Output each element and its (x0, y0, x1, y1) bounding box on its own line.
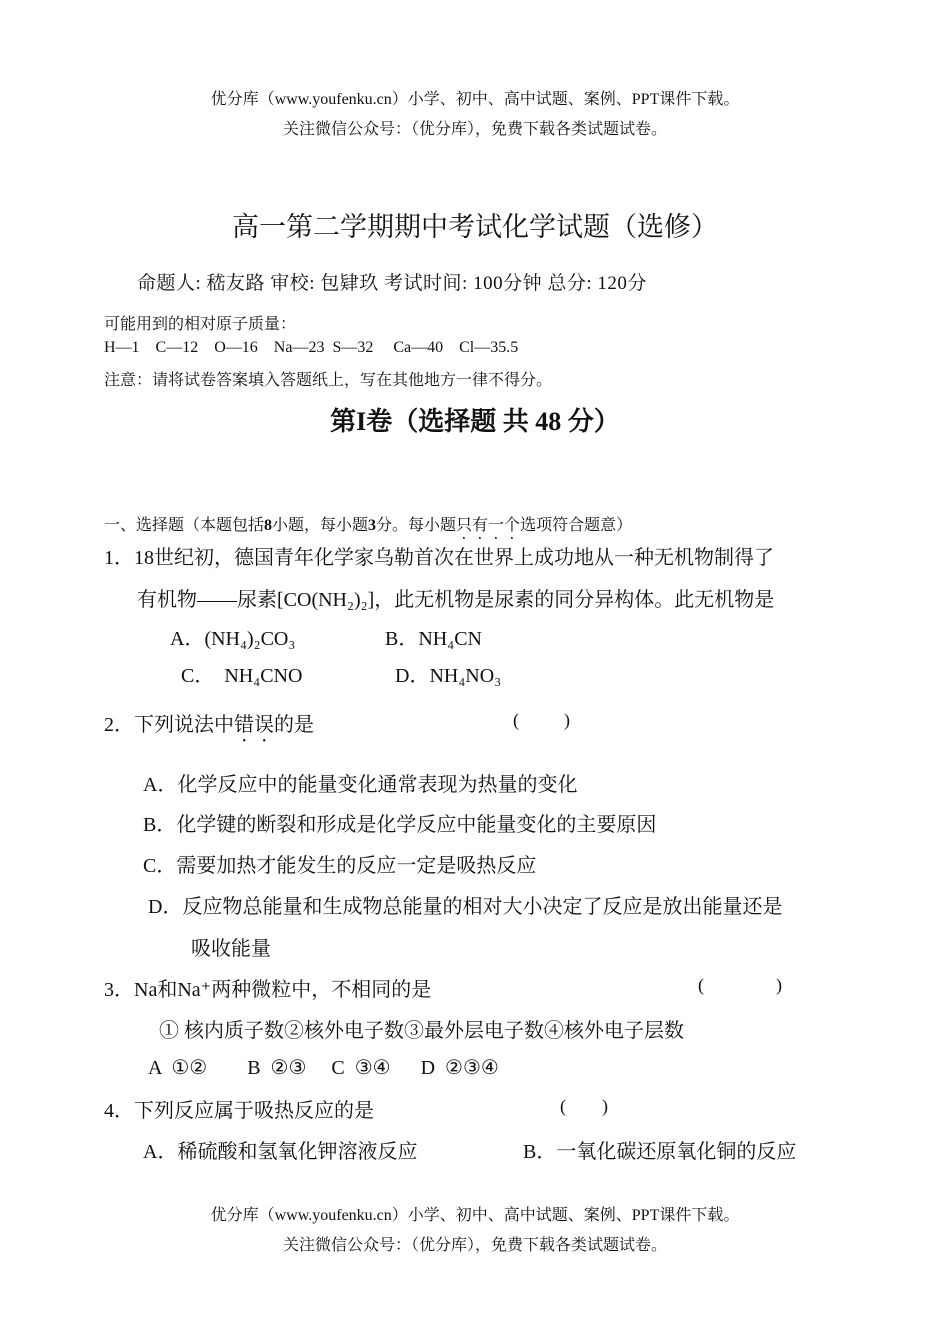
intro-part-d: 选项符合题意） (520, 517, 633, 534)
footer-line-2: 关注微信公众号：（优分库），免费下载各类试题试卷。 (282, 1237, 667, 1254)
q1-line-1: 1．18世纪初，德国青年化学家乌勒首次在世界上成功地从一种无机物制得了 (104, 547, 774, 569)
q3-stem: 3．Na和Na⁺两种微粒中，不相同的是 (104, 979, 432, 1001)
q2-answer-paren: ( ) (513, 710, 570, 730)
section-title-prefix: 第I卷（选择题 共 (330, 407, 536, 436)
intro-part-b: 小题，每小题 (272, 517, 369, 534)
q2-stem-emphasis: 错误 (234, 714, 274, 736)
q2-option-a: A．化学反应中的能量变化通常表现为热量的变化 (143, 774, 578, 796)
q2-option-c: C．需要加热才能发生的反应一定是吸热反应 (143, 855, 537, 877)
section-title-suffix: 分） (561, 407, 620, 436)
intro-part-a: 一、选择题（本题包括 (104, 517, 265, 534)
atomic-mass-label: 可能用到的相对原子质量： (104, 316, 297, 333)
q4-stem: 4．下列反应属于吸热反应的是 (104, 1100, 374, 1122)
intro-emphasis: 只有一个 (456, 517, 521, 534)
section-title (0, 401, 950, 438)
q2-stem-post: 的是 (274, 714, 314, 736)
q2-option-d-line-2: 吸收能量 (191, 938, 271, 960)
footer-line-1: 优分库（www.youfenku.cn）小学、初中、高中试题、案例、PPT课件下载。 (210, 1207, 740, 1224)
q3-items: ① 核内质子数②核外电子数③最外层电子数④核外电子层数 (159, 1020, 684, 1042)
q3-options: A ①② B ②③ C ③④ D ②③④ (148, 1057, 499, 1079)
q1-option-d: D．NH₄NO₃ (395, 665, 502, 687)
q4-answer-paren: ( ) (560, 1096, 608, 1116)
q1-option-a: A．(NH₄)₂CO₃ (170, 628, 296, 650)
q1-option-b: B．NH₄CN (385, 628, 482, 650)
section-intro (104, 512, 632, 543)
atomic-masses: H—1 C—12 O—16 Na—23 S—32 Ca—40 Cl—35.5 (104, 339, 519, 356)
header-line-2: 关注微信公众号：（优分库），免费下载各类试题试卷。 (282, 121, 667, 138)
section-title-number: 48 (535, 407, 562, 436)
intro-part-c: 分。每小题 (376, 517, 457, 534)
q2-stem-pre: 2．下列说法中 (104, 714, 234, 736)
intro-points: 3 (368, 517, 377, 534)
q2-option-b: B．化学键的断裂和形成是化学反应中能量变化的主要原因 (143, 814, 657, 836)
q1-option-c: C． NH₄CNO (181, 665, 303, 687)
q4-option-b: B．一氧化碳还原氧化铜的反应 (523, 1141, 797, 1163)
q4-option-a: A．稀硫酸和氢氧化钾溶液反应 (143, 1141, 418, 1163)
exam-meta: 命题人: 嵇友路 审校: 包肄玖 考试时间: 100分钟 总分: 120分 (137, 273, 647, 294)
q2-option-d-line-1: D．反应物总能量和生成物总能量的相对大小决定了反应是放出能量还是 (148, 896, 783, 918)
q3-answer-paren: ( ) (698, 975, 782, 995)
intro-count: 8 (264, 517, 273, 534)
q2-stem (104, 708, 314, 747)
exam-notice: 注意：请将试卷答案填入答题纸上，写在其他地方一律不得分。 (104, 372, 553, 389)
q1-line-2: 有机物——尿素[CO(NH₂)₂]，此无机物是尿素的同分异构体。此无机物是 (137, 589, 775, 611)
header-line-1: 优分库（www.youfenku.cn）小学、初中、高中试题、案例、PPT课件下载。 (210, 91, 740, 108)
exam-title: 高一第二学期期中考试化学试题（选修） (232, 212, 718, 242)
